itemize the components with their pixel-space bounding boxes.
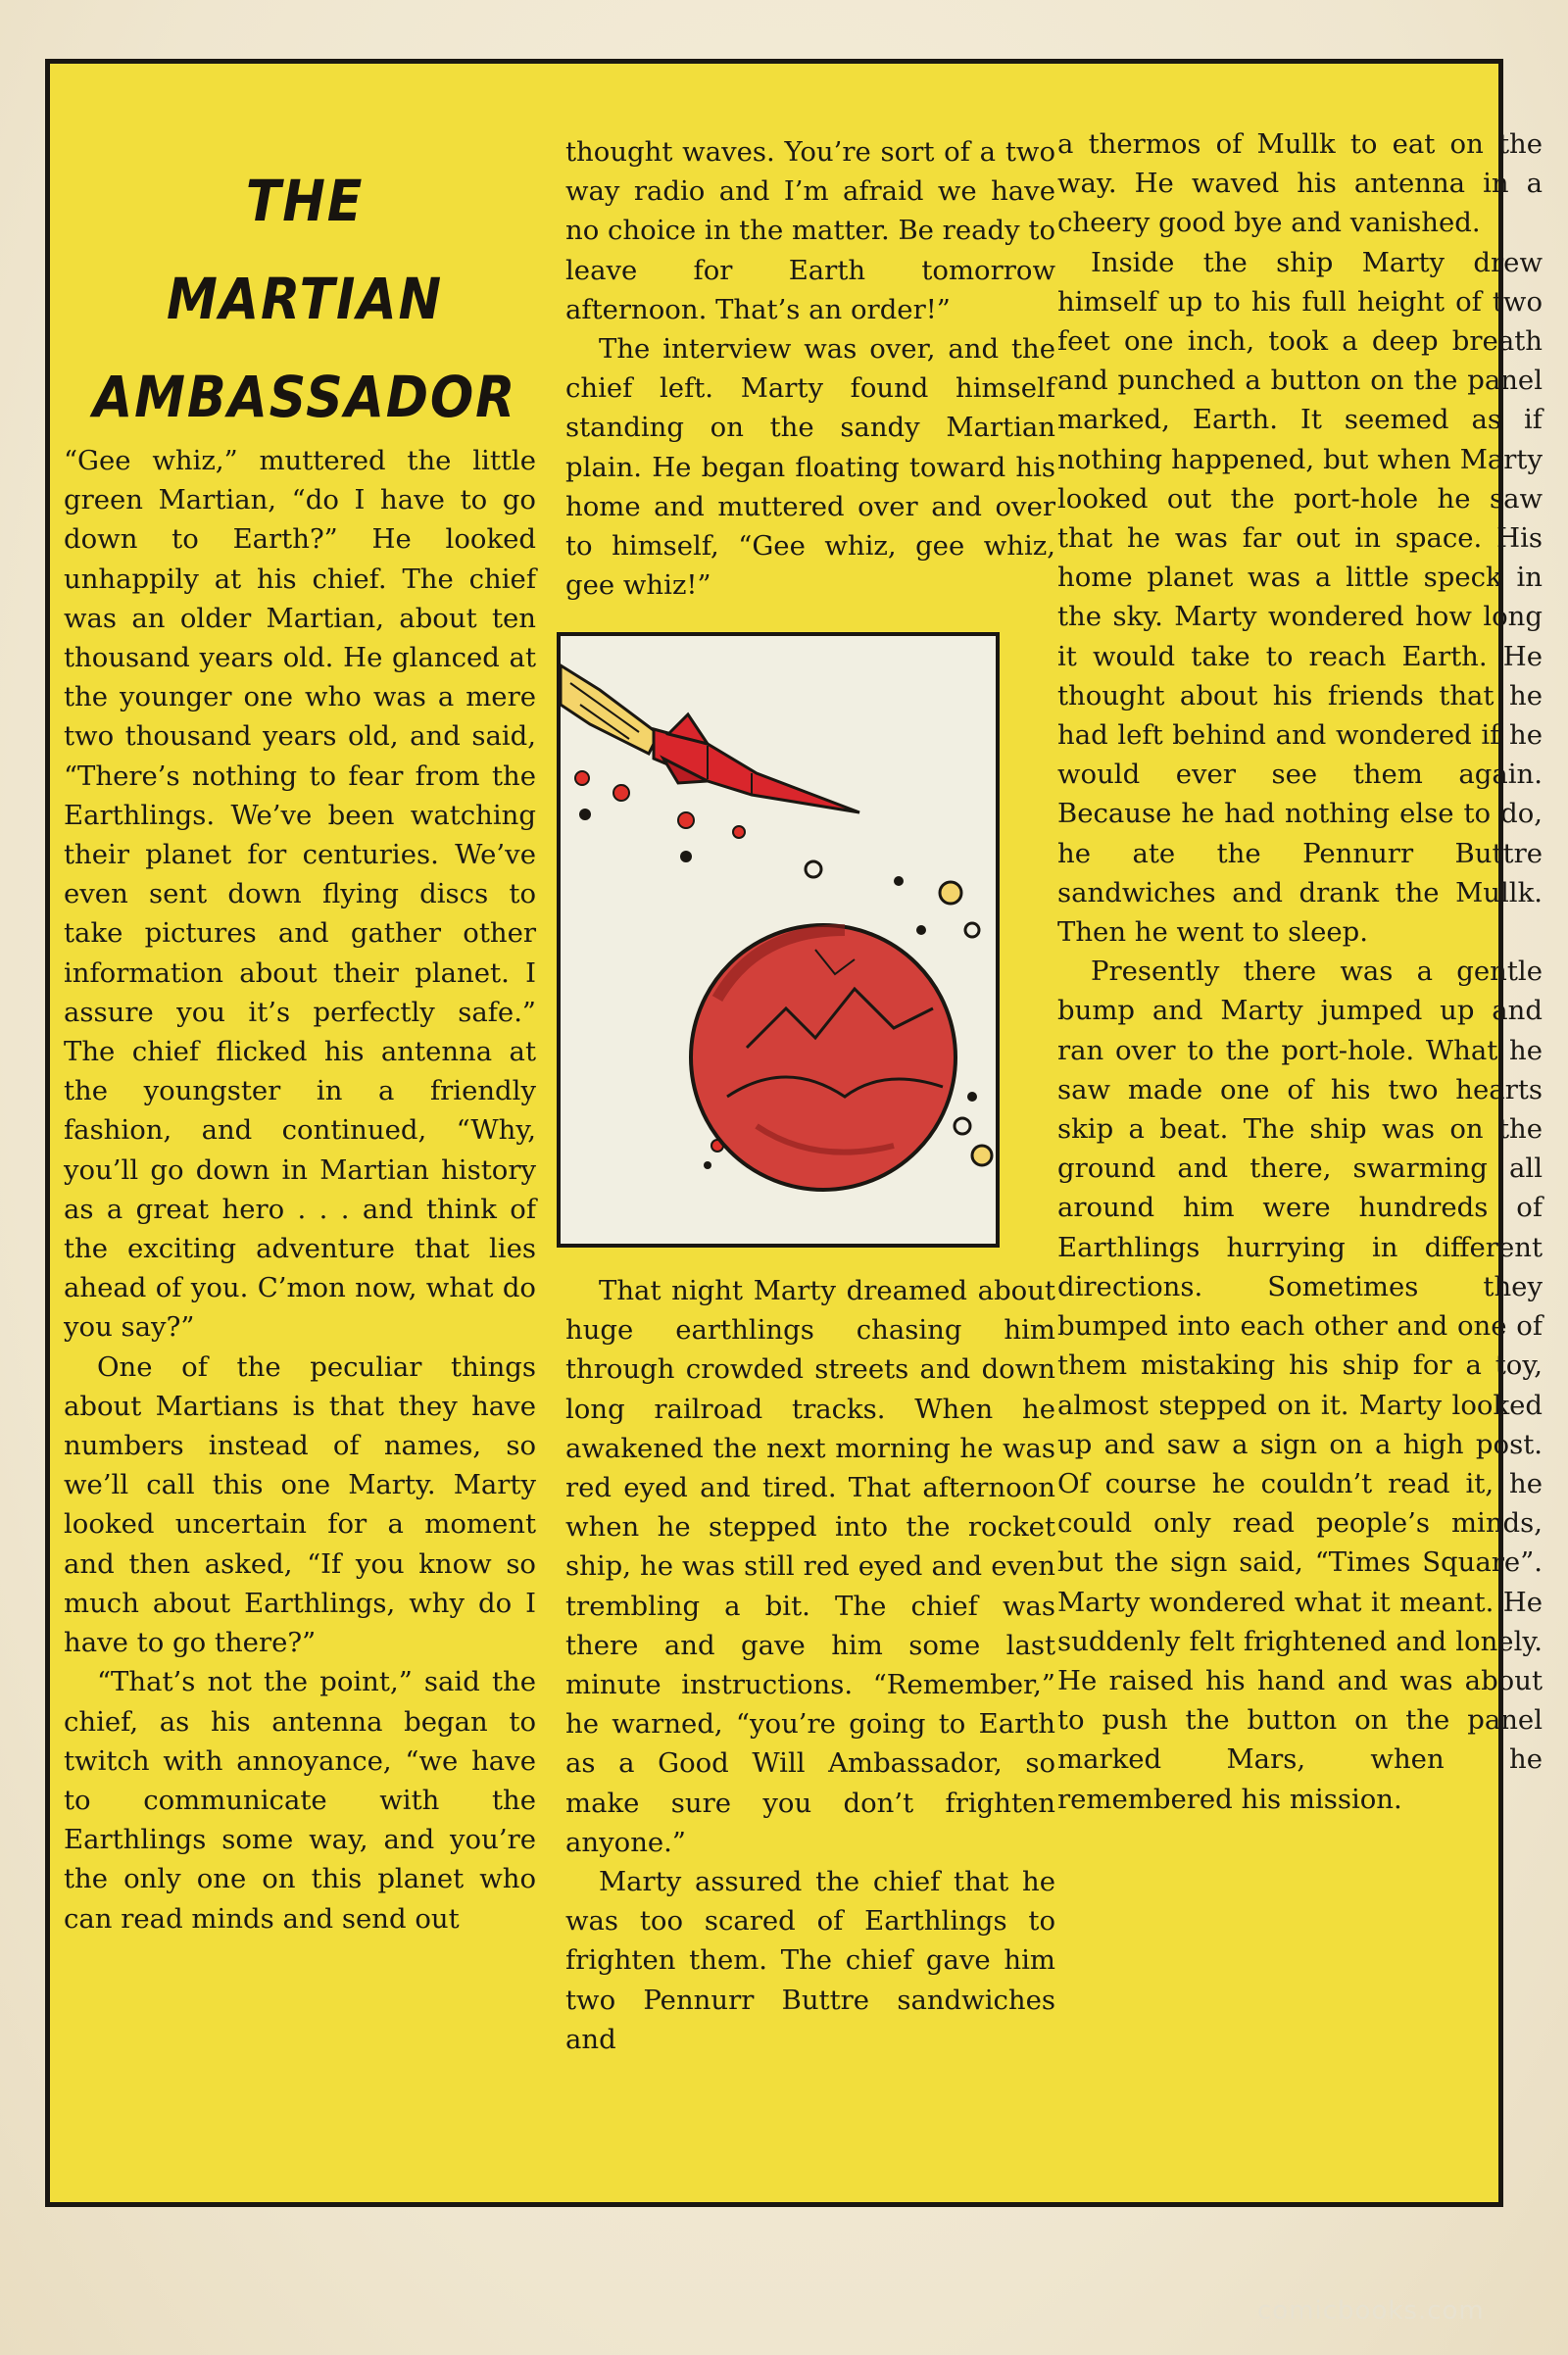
paragraph: One of the peculiar things about Martians is that they have numbers instead of names, so we’ll call this one Marty. Marty looked uncertain for a moment and then asked, “If you know so much about Earthlings, why do I have to go there?” (64, 1350, 536, 1659)
column-2-bottom (565, 1271, 1055, 2059)
paragraph: Marty assured the chief that he was too scared of Earthlings to frighten them. The chief gave him two Pennurr Buttre sandwiches and (565, 1866, 1055, 2055)
paragraph: thought waves. You’re sort of a two way radio and I’m afraid we have no choice in the matter. Be ready to leave for Earth tomorrow afternoon. That’s an order!” (565, 136, 1055, 325)
illustration-panel (557, 632, 1000, 1248)
rocket-planet-illustration (561, 636, 996, 1244)
paragraph: a thermos of Mullk to eat on the way. He waved his antenna in a cheery good bye and vanished. (1057, 128, 1543, 239)
title-line-2: MARTIAN (167, 266, 443, 332)
title-line-1: THE (245, 168, 365, 234)
rocket-exhaust-icon (561, 665, 659, 754)
paragraph: That night Marty dreamed about huge earthlings chasing him through crowded streets and down long railroad tracks. When he awakened the next morning he was red eyed and tired. That afternoon when he stepped into the rocket ship, he was still red eyed and even trembling a bit. The chief was there and gave him some last minute instructions. “Remember,” he warned, “you’re going to Earth as a Good Will Ambassador, so make sure you don’t frighten anyone.” (565, 1275, 1055, 1858)
paragraph: Presently there was a gentle bump and Marty jumped up and ran over to the port-hole. What he saw made one of his two hearts skip a beat. The ship was on the ground and there, swarming all around him were hundreds of Earthlings hurrying in different directions. Sometimes they bumped into each other and one of them mistaking his ship for a toy, almost stepped on it. Marty looked up and saw a sign on a high post. Of course he couldn’t read it, he could only read people’s minds, but the sign said, “Times Square”. Marty wondered what it meant. He suddenly felt frightened and lonely. He raised his hand and was about to push the button on the panel marked Mars, when he remembered his mission. (1057, 956, 1543, 1815)
rocket-ship-icon (654, 714, 859, 812)
story-title (60, 152, 550, 446)
paragraph: The interview was over, and the chief left. Marty found himself standing on the sandy Martian plain. He began floating toward his home and muttered over and over to himself, “Gee whiz, gee whiz, gee whiz!” (565, 333, 1055, 602)
watermark: comicbooks.com (1257, 2296, 1485, 2326)
column-1 (64, 441, 536, 1938)
paragraph: “That’s not the point,” said the chief, as his antenna began to twitch with annoyance, “we have to communicate with the Earthlings some way, and you’re the only one on this planet who can read minds and send out (64, 1666, 536, 1935)
column-3 (1057, 124, 1543, 1819)
paragraph: “Gee whiz,” muttered the little green Martian, “do I have to go down to Earth?” He looked unhappily at his chief. The chief was an older Martian, about ten thousand years old. He glanced at the younger one who was a mere two thousand years old, and said, “There’s nothing to fear from the Earthlings. We’ve been watching their planet for centuries. We’ve even sent down flying discs to take pictures and gather other information about their planet. I assure you it’s perfectly safe.” The chief flicked his antenna at the youngster in a friendly fashion, and continued, “Why, you’ll go down in Martian history as a great hero . . . and think of the exciting adventure that lies ahead of you. C’mon now, what do you say?” (64, 445, 536, 1344)
title-line-3: AMBASSADOR (92, 364, 517, 430)
paragraph: Inside the ship Marty drew himself up to his full height of two feet one inch, took a deep breath and punched a button on the panel marked, Earth. It seemed as if nothing happened, but when Marty looked out the port-hole he saw that he was far out in space. His home planet was a little speck in the sky. Marty wondered how long it would take to reach Earth. He thought about his friends that he had left behind and wondered if he would ever see them again. Because he had nothing else to do, he ate the Pennurr Buttre sandwiches and drank the Mullk. Then he went to sleep. (1057, 246, 1543, 949)
column-2-top (565, 132, 1055, 605)
red-planet-icon (691, 925, 956, 1190)
